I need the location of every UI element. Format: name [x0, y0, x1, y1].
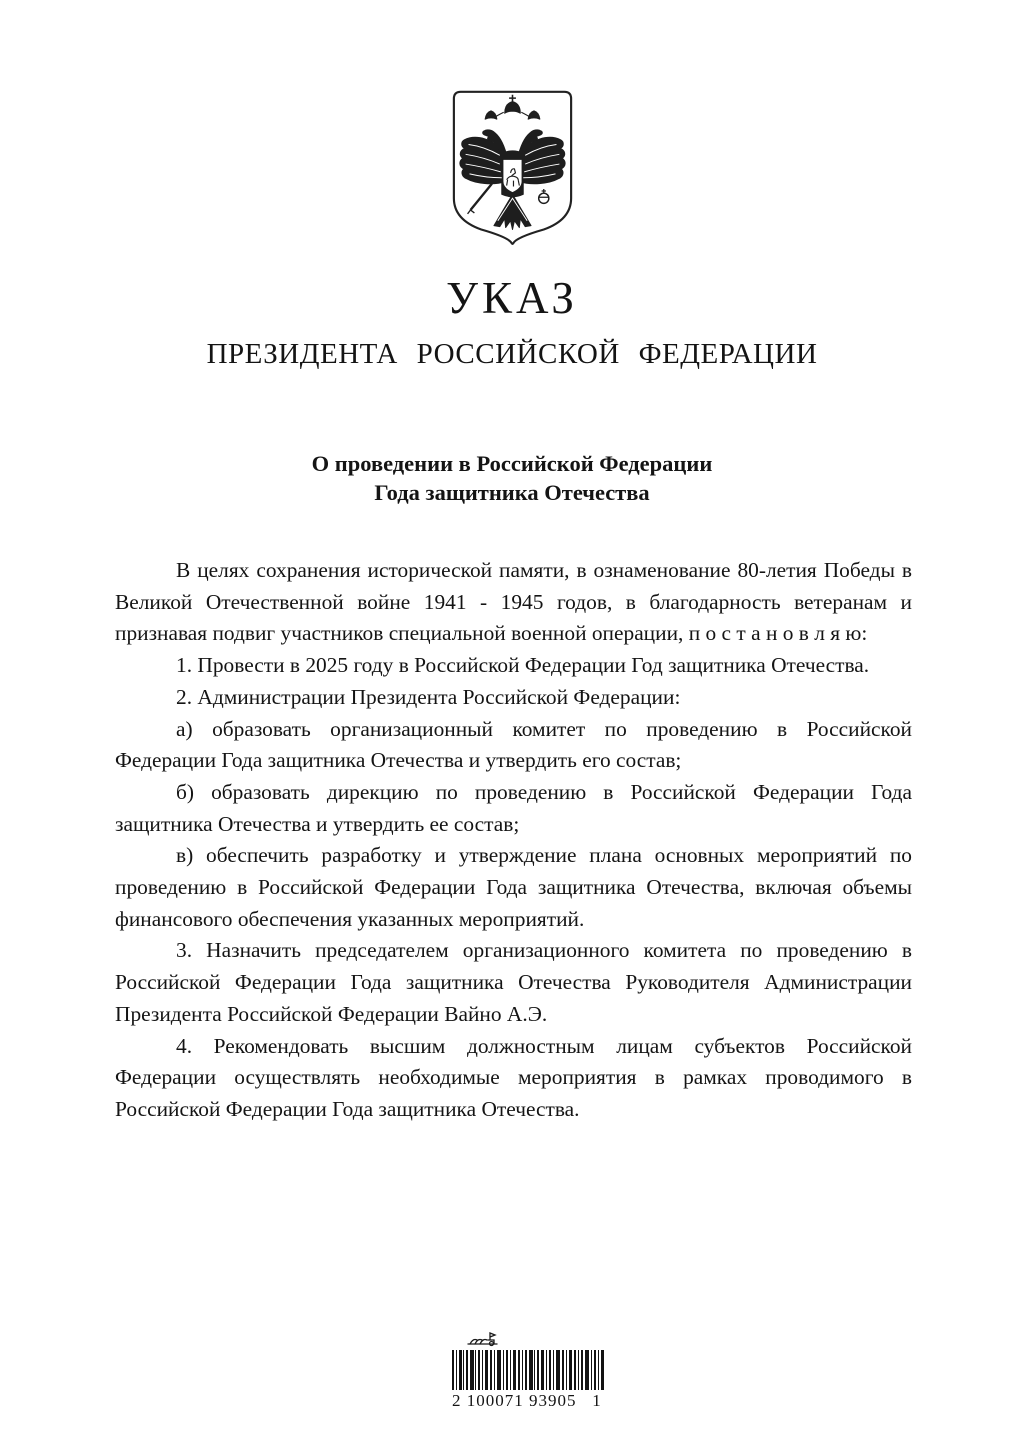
decree-subject-line1: О проведении в Российской Федерации	[311, 451, 713, 476]
paragraph-item-2: 2. Администрации Президента Российской Федерации:	[176, 684, 681, 709]
decree-subject-line2: Года защитника Отечества	[374, 480, 650, 505]
decree-subject	[0, 449, 1024, 507]
barcode	[452, 1328, 616, 1411]
paragraph-preamble: В целях сохранения исторической памяти, в ознаменование 80-летия Победы в Великой Отечественной войне 1941 - 1945 годов, в благодарность ветеранам и признавая подвиг участников специальной военной операции, п о с т а н о в л я ю:	[115, 558, 912, 646]
decree-issuer: ПРЕЗИДЕНТА РОССИЙСКОЙ ФЕДЕРАЦИИ	[206, 338, 818, 370]
coat-of-arms	[449, 0, 576, 251]
decree-body	[115, 555, 912, 1126]
quadriga-emblem-icon	[464, 1328, 500, 1348]
barcode-digits: 2 100071 93905 1	[452, 1391, 602, 1410]
paragraph-item-1: 1. Провести в 2025 году в Российской Федерации Год защитника Отечества.	[176, 653, 870, 678]
paragraph-item-2b: б) образовать дирекцию по проведению в Российской Федерации Года защитника Отечества и утвердить ее состав;	[115, 779, 912, 836]
paragraph-item-3: 3. Назначить председателем организационного комитета по проведению в Российской Федерации Года защитника Отечества Руководителя Администрации Президента Российской Федерации Вайно А.Э.	[115, 938, 912, 1026]
barcode-bars-icon	[452, 1350, 604, 1390]
paragraph-item-2v: в) обеспечить разработку и утверждение плана основных мероприятий по проведению в Российской Федерации Года защитника Отечества, включая объемы финансового обеспечения указанных мероприятий.	[115, 843, 912, 931]
paragraph-item-2a: а) образовать организационный комитет по проведению в Российской Федерации Года защитника Отечества и утвердить его состав;	[115, 716, 912, 773]
russian-coat-of-arms-icon	[449, 88, 576, 246]
paragraph-item-4: 4. Рекомендовать высшим должностным лицам субъектов Российской Федерации осуществлять необходимые мероприятия в рамках проводимого в Российской Федерации Года защитника Отечества.	[115, 1033, 912, 1121]
decree-title: УКАЗ	[446, 273, 578, 323]
